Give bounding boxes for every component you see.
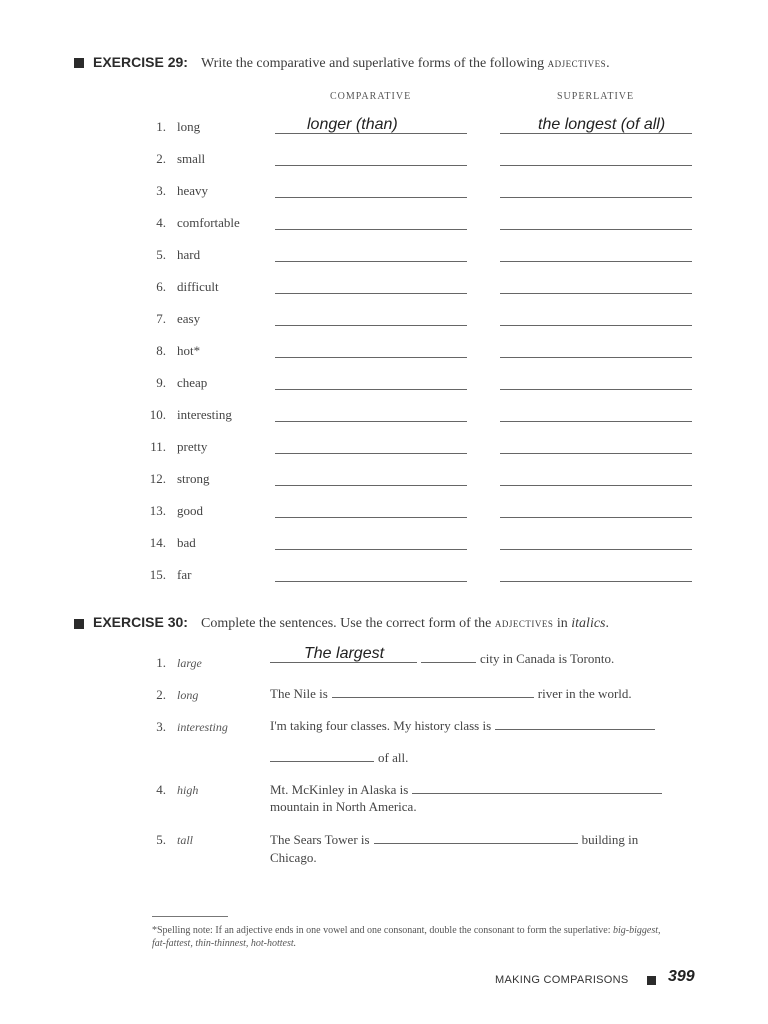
comparative-blank[interactable] [275, 325, 467, 326]
ex30-item-1-after: city in Canada is Toronto. [480, 651, 615, 666]
footnote-examples: big-biggest, fat-fattest, thin-thinnest, hot-hottest. [152, 925, 661, 949]
comparative-answer: longer (than) [307, 116, 398, 133]
page-number: 399 [668, 968, 695, 985]
comparative-blank[interactable] [275, 485, 467, 486]
ex30-item-2-before: The Nile is [270, 686, 328, 701]
ex30-item-4-before: Mt. McKinley in Alaska is [270, 782, 409, 797]
ex29-item-adjective: long [177, 119, 201, 134]
ex29-item-number: 3. [156, 183, 166, 198]
superlative-blank[interactable] [500, 421, 692, 422]
ex29-item-adjective: bad [177, 535, 196, 550]
comparative-blank[interactable] [275, 197, 467, 198]
footnote-rule [152, 916, 228, 917]
superlative-blank[interactable] [500, 453, 692, 454]
ex29-item-number: 1. [156, 119, 166, 134]
comparative-blank[interactable] [275, 421, 467, 422]
exercise-29-instruction-sc: adjectives [547, 55, 607, 70]
ex29-item-number: 9. [156, 375, 166, 390]
ex30-item-4-blank[interactable] [412, 781, 662, 794]
ex30-item-3-adjective: interesting [177, 720, 228, 734]
ex29-item-adjective: hard [177, 247, 201, 262]
ex29-item-adjective: pretty [177, 439, 208, 454]
comparative-blank[interactable] [275, 165, 467, 166]
ex30-item-1-number: 1. [156, 655, 166, 670]
comparative-blank[interactable] [275, 357, 467, 358]
footer-marker [647, 976, 656, 985]
comparative-blank[interactable] [275, 517, 467, 518]
ex29-item-number: 13. [149, 503, 166, 518]
exercise-29-instruction-end: . [606, 56, 610, 71]
exercise-30-instruction-mid: in [556, 616, 568, 631]
ex30-item-4-number: 4. [156, 782, 166, 797]
superlative-blank[interactable] [500, 293, 692, 294]
ex30-item-5-before: The Sears Tower is [270, 832, 370, 847]
superlative-blank[interactable] [500, 549, 692, 550]
exercise-29-instruction [201, 55, 610, 72]
comparative-blank[interactable] [275, 453, 467, 454]
superlative-blank[interactable] [500, 357, 692, 358]
ex30-item-1-blank-b[interactable] [421, 650, 476, 663]
exercise-30-instruction-sc: adjectives [494, 615, 554, 630]
ex30-item-5-number: 5. [156, 832, 166, 847]
column-header-comparative: COMPARATIVE [330, 91, 412, 102]
ex30-item-2-sentence [270, 685, 670, 703]
superlative-blank[interactable] [500, 581, 692, 582]
ex30-item-3-line2 [270, 749, 408, 767]
ex30-item-3-before: I'm taking four classes. My history class is [270, 718, 492, 733]
comparative-blank[interactable] [275, 389, 467, 390]
ex30-item-1-adjective: large [177, 656, 202, 670]
exercise-29-marker [74, 58, 84, 68]
ex30-item-2-adjective: long [177, 688, 199, 702]
ex30-item-1-blank-a[interactable] [270, 645, 417, 663]
comparative-blank[interactable] [275, 261, 467, 262]
ex30-item-3-sentence [270, 717, 700, 735]
ex29-item-number: 15. [149, 567, 166, 582]
ex30-item-2-after: river in the world. [537, 686, 632, 701]
superlative-blank[interactable] [500, 165, 692, 166]
superlative-blank[interactable] [500, 325, 692, 326]
ex29-item-number: 11. [150, 439, 166, 454]
ex30-item-5-after: building in [581, 832, 639, 847]
comparative-blank[interactable] [275, 581, 467, 582]
ex29-item-number: 5. [156, 247, 166, 262]
exercise-30-instruction [201, 615, 609, 632]
superlative-blank[interactable] [500, 261, 692, 262]
ex30-item-3-blank-b[interactable] [270, 749, 374, 762]
ex30-item-5-adjective: tall [177, 833, 194, 847]
ex29-item-number: 12. [149, 471, 166, 486]
ex29-item-adjective: far [177, 567, 192, 582]
ex30-item-4-sentence [270, 781, 700, 799]
superlative-blank[interactable] [500, 389, 692, 390]
ex30-item-2-number: 2. [156, 687, 166, 702]
exercise-30-instruction-end: . [605, 616, 610, 631]
ex30-item-1-answer: The largest [304, 645, 385, 662]
ex29-item-adjective: comfortable [177, 215, 240, 230]
superlative-blank[interactable] [500, 197, 692, 198]
ex29-item-number: 6. [156, 279, 166, 294]
ex29-item-number: 10. [149, 407, 166, 422]
ex30-item-4-adjective: high [177, 783, 199, 797]
comparative-blank[interactable] [275, 549, 467, 550]
footnote [152, 924, 672, 950]
ex29-item-adjective: strong [177, 471, 210, 486]
ex30-item-5-blank[interactable] [374, 831, 578, 844]
ex30-item-4-line2: mountain in North America. [270, 799, 417, 814]
ex29-item-adjective: easy [177, 311, 201, 326]
ex29-item-adjective: heavy [177, 183, 209, 198]
ex29-item-adjective: hot* [177, 343, 201, 358]
ex30-item-3-blank-a[interactable] [495, 717, 655, 730]
exercise-30-instruction-text: Complete the sentences. Use the correct form of the [201, 616, 492, 631]
column-header-superlative: SUPERLATIVE [557, 91, 635, 102]
ex29-item-adjective: difficult [177, 279, 219, 294]
comparative-blank[interactable] [275, 229, 467, 230]
ex29-item-number: 2. [156, 151, 166, 166]
superlative-blank[interactable] [500, 517, 692, 518]
ex29-item-adjective: good [177, 503, 203, 518]
ex29-item-number: 8. [156, 343, 166, 358]
ex29-item-adjective: cheap [177, 375, 208, 390]
ex30-item-3-line2-text: of all. [378, 750, 409, 765]
ex30-item-3-number: 3. [156, 719, 166, 734]
superlative-blank[interactable] [500, 485, 692, 486]
footnote-text: *Spelling note: If an adjective ends in one vowel and one consonant, double the consonant to form the superlative: [152, 925, 611, 936]
ex30-item-5-sentence [270, 831, 700, 849]
superlative-blank[interactable] [500, 229, 692, 230]
exercise-30-marker [74, 619, 84, 629]
ex29-item-number: 4. [156, 215, 166, 230]
comparative-blank[interactable] [275, 293, 467, 294]
ex29-item-adjective: small [177, 151, 206, 166]
ex30-item-2-blank[interactable] [332, 685, 534, 698]
exercise-29-instruction-text: Write the comparative and superlative forms of the following [201, 56, 545, 71]
ex29-item-adjective: interesting [177, 407, 232, 422]
ex30-item-5-line2: Chicago. [270, 850, 317, 865]
superlative-answer: the longest (of all) [538, 116, 666, 133]
ex29-item-number: 14. [149, 535, 166, 550]
exercise-30-instruction-italic: italics [571, 616, 606, 631]
exercise-29-title: EXERCISE 29: [93, 54, 188, 70]
exercise-30-title: EXERCISE 30: [93, 614, 188, 630]
ex30-item-1-sentence [270, 645, 650, 668]
ex29-item-number: 7. [156, 311, 166, 326]
footer-section-label: MAKING COMPARISONS [495, 974, 629, 986]
